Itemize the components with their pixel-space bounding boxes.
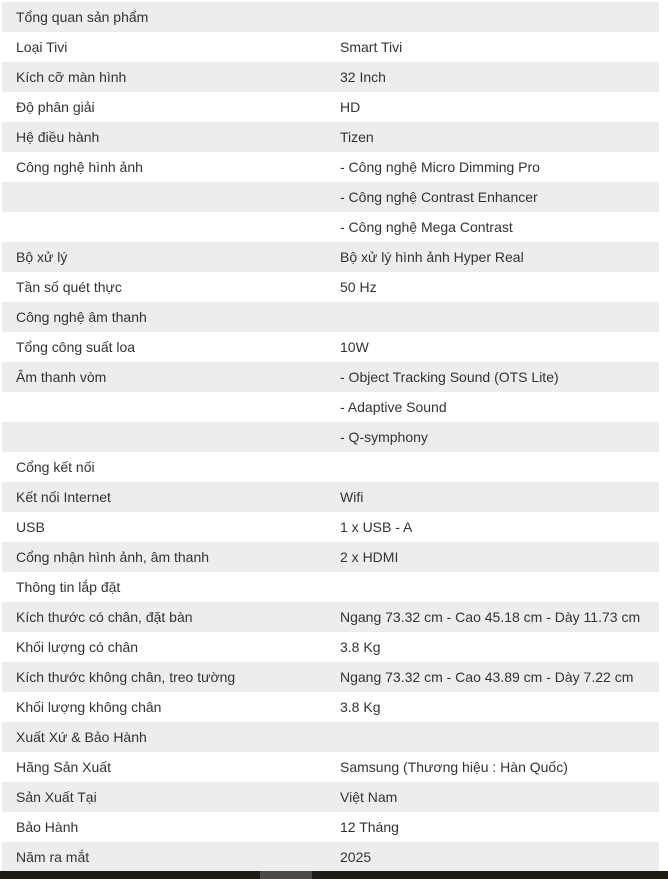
spec-value: - Công nghệ Micro Dimming Pro bbox=[340, 159, 540, 175]
spec-value: 3.8 Kg bbox=[340, 639, 381, 655]
spec-row bbox=[2, 812, 659, 842]
spec-label: Độ phân giải bbox=[16, 99, 95, 115]
spec-label: Kích thước không chân, treo tường bbox=[16, 669, 236, 685]
spec-label: Công nghệ âm thanh bbox=[16, 309, 147, 325]
spec-row bbox=[2, 632, 659, 662]
spec-label: Kích cỡ màn hình bbox=[16, 69, 127, 85]
spec-value: 2025 bbox=[340, 849, 372, 865]
spec-row bbox=[2, 512, 659, 542]
spec-row bbox=[2, 212, 659, 242]
spec-label: Loại Tivi bbox=[16, 39, 68, 55]
spec-row bbox=[2, 92, 659, 122]
spec-label: Tần số quét thực bbox=[16, 279, 122, 295]
spec-row bbox=[2, 122, 659, 152]
spec-label: Khối lượng không chân bbox=[16, 699, 162, 715]
spec-value: - Object Tracking Sound (OTS Lite) bbox=[340, 369, 559, 385]
spec-value: - Adaptive Sound bbox=[340, 399, 447, 415]
spec-row bbox=[2, 182, 659, 212]
spec-label: Tổng công suất loa bbox=[16, 339, 136, 355]
section-header-row bbox=[2, 572, 659, 602]
spec-value: 32 Inch bbox=[340, 69, 386, 85]
spec-label: Cổng nhận hình ảnh, âm thanh bbox=[16, 549, 210, 565]
spec-row bbox=[2, 152, 659, 182]
spec-row bbox=[2, 332, 659, 362]
spec-row bbox=[2, 272, 659, 302]
spec-value: Tizen bbox=[340, 129, 374, 145]
spec-label: Năm ra mắt bbox=[16, 849, 90, 865]
spec-value: Việt Nam bbox=[340, 789, 398, 805]
spec-value: Samsung (Thương hiệu : Hàn Quốc) bbox=[340, 759, 568, 775]
spec-value: Bộ xử lý hình ảnh Hyper Real bbox=[340, 249, 524, 265]
spec-label: Kết nối Internet bbox=[16, 489, 111, 505]
spec-value: 50 Hz bbox=[340, 279, 377, 295]
spec-label: Cổng kết nối bbox=[16, 459, 95, 475]
spec-label: USB bbox=[16, 519, 45, 535]
spec-row bbox=[2, 782, 659, 812]
section-header-row bbox=[2, 2, 659, 32]
spec-value: 2 x HDMI bbox=[340, 549, 399, 565]
spec-label: Hệ điều hành bbox=[16, 129, 100, 145]
spec-value: - Công nghệ Contrast Enhancer bbox=[340, 189, 538, 205]
spec-value: 3.8 Kg bbox=[340, 699, 381, 715]
spec-label: Kích thước có chân, đặt bàn bbox=[16, 609, 193, 625]
spec-label: Bảo Hành bbox=[16, 819, 79, 835]
spec-row bbox=[2, 422, 659, 452]
spec-row bbox=[2, 842, 659, 872]
spec-row bbox=[2, 242, 659, 272]
spec-label: Bộ xử lý bbox=[16, 249, 68, 265]
spec-row bbox=[2, 392, 659, 422]
spec-row bbox=[2, 692, 659, 722]
spec-value: Smart Tivi bbox=[340, 39, 403, 55]
spec-row bbox=[2, 662, 659, 692]
spec-row bbox=[2, 752, 659, 782]
spec-value: Ngang 73.32 cm - Cao 45.18 cm - Dày 11.73 cm bbox=[340, 609, 641, 625]
spec-table bbox=[2, 2, 659, 872]
spec-label: Âm thanh vòm bbox=[16, 369, 107, 385]
spec-row bbox=[2, 482, 659, 512]
spec-value: 12 Tháng bbox=[340, 819, 399, 835]
spec-label: Công nghệ hình ảnh bbox=[16, 159, 143, 175]
spec-label: Thông tin lắp đặt bbox=[16, 579, 121, 595]
spec-label: Hãng Sản Xuất bbox=[16, 759, 111, 775]
spec-value: - Công nghệ Mega Contrast bbox=[340, 219, 513, 235]
spec-row bbox=[2, 542, 659, 572]
spec-row bbox=[2, 32, 659, 62]
horizontal-scrollbar[interactable] bbox=[0, 871, 668, 879]
spec-row bbox=[2, 602, 659, 632]
spec-row bbox=[2, 62, 659, 92]
spec-value: Wifi bbox=[340, 489, 364, 505]
spec-label: Xuất Xứ & Bảo Hành bbox=[16, 729, 147, 745]
section-header-row bbox=[2, 302, 659, 332]
spec-value: 10W bbox=[340, 339, 369, 355]
spec-value: Ngang 73.32 cm - Cao 43.89 cm - Dày 7.22 cm bbox=[340, 669, 634, 685]
scrollbar-thumb[interactable] bbox=[260, 871, 312, 879]
section-header-row bbox=[2, 722, 659, 752]
spec-label: Tổng quan sản phẩm bbox=[16, 9, 149, 25]
spec-row bbox=[2, 362, 659, 392]
spec-value: HD bbox=[340, 99, 361, 115]
spec-value: - Q-symphony bbox=[340, 429, 428, 445]
spec-label: Khối lượng có chân bbox=[16, 639, 139, 655]
spec-label: Sản Xuất Tại bbox=[16, 789, 97, 805]
spec-value: 1 x USB - A bbox=[340, 519, 413, 535]
section-header-row bbox=[2, 452, 659, 482]
